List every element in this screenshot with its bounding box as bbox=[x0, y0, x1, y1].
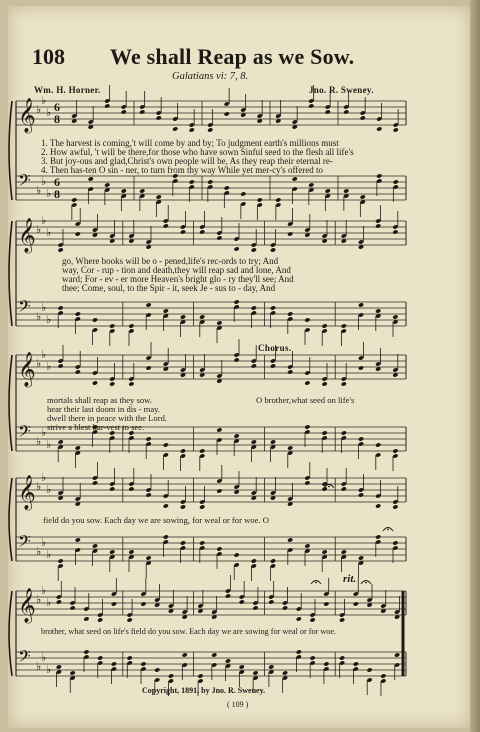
flat-icon: ♭ bbox=[46, 187, 52, 200]
treble-clef-icon: 𝄞 bbox=[18, 98, 36, 133]
note-head bbox=[58, 363, 64, 368]
fermata-dot bbox=[387, 529, 389, 531]
composer-credit: Jno. R. Sweney. bbox=[309, 85, 374, 95]
note-head bbox=[121, 188, 127, 193]
ritardando-mark: rit. bbox=[343, 573, 357, 585]
note-head bbox=[168, 673, 174, 678]
note-head bbox=[257, 197, 263, 202]
note-head bbox=[180, 448, 186, 453]
note-head bbox=[239, 664, 245, 669]
note-head bbox=[104, 182, 110, 187]
note-head bbox=[75, 311, 81, 316]
note-head bbox=[270, 305, 276, 310]
bass-clef-icon: 𝄢 bbox=[18, 531, 31, 555]
flat-icon: ♭ bbox=[46, 596, 52, 609]
note-head bbox=[163, 223, 169, 228]
time-signature: 8 bbox=[54, 187, 60, 201]
page-number: ( 109 ) bbox=[227, 700, 249, 709]
note-head bbox=[172, 126, 178, 131]
note-head bbox=[375, 534, 381, 539]
verse-3-line-3: dwell there in peace with the Lord. bbox=[47, 413, 168, 423]
hymn-number: 108 bbox=[32, 44, 65, 69]
note-head bbox=[322, 430, 328, 435]
note-head bbox=[375, 308, 381, 313]
note-head bbox=[139, 188, 145, 193]
note-head bbox=[252, 605, 258, 610]
note-head bbox=[180, 314, 186, 319]
system-brace bbox=[9, 591, 12, 676]
hymn-title: We shall Reap as we Sow. bbox=[110, 44, 355, 69]
note-head bbox=[304, 380, 310, 385]
note-head bbox=[287, 445, 293, 450]
note-head bbox=[353, 601, 359, 606]
flat-icon: ♭ bbox=[46, 313, 52, 326]
note-head bbox=[251, 363, 257, 368]
note-head bbox=[287, 311, 293, 316]
note-head bbox=[392, 314, 398, 319]
chorus-line-2: field do you sow. Each day we are sowing, for weal or for woe. O bbox=[43, 515, 269, 525]
flat-icon: ♭ bbox=[41, 348, 47, 361]
note-head bbox=[156, 194, 162, 199]
note-head bbox=[140, 601, 146, 606]
note-head bbox=[146, 555, 152, 560]
note-head bbox=[308, 103, 314, 108]
note-head bbox=[393, 179, 399, 184]
note-head bbox=[380, 673, 386, 678]
note-head bbox=[270, 439, 276, 444]
note-head bbox=[121, 109, 127, 114]
note-head bbox=[251, 247, 257, 252]
flat-icon: ♭ bbox=[41, 94, 47, 107]
note-head bbox=[287, 537, 293, 542]
note-head bbox=[323, 661, 329, 666]
note-head bbox=[56, 599, 62, 604]
note-head bbox=[270, 363, 276, 368]
note-head bbox=[304, 317, 310, 322]
note-head bbox=[163, 503, 169, 508]
flat-icon: ♭ bbox=[46, 360, 52, 373]
note-head bbox=[109, 381, 115, 386]
note-head bbox=[104, 103, 110, 108]
note-head bbox=[199, 448, 205, 453]
note-head bbox=[251, 558, 257, 563]
note-head bbox=[325, 109, 331, 114]
flat-icon: ♭ bbox=[41, 301, 47, 314]
note-head bbox=[322, 381, 328, 386]
note-head bbox=[234, 357, 240, 362]
verse-2-line-1: 2. How awful, 't will be there,for those who have sown Sinful seed to the flesh all life's bbox=[41, 148, 354, 157]
flat-icon: ♭ bbox=[36, 223, 42, 236]
note-head bbox=[323, 601, 329, 606]
note-head bbox=[251, 305, 257, 310]
note-head bbox=[127, 655, 133, 660]
note-head bbox=[325, 188, 331, 193]
note-head bbox=[224, 111, 230, 116]
note-head bbox=[392, 540, 398, 545]
time-signature: 8 bbox=[54, 112, 60, 126]
note-head bbox=[270, 247, 276, 252]
note-head bbox=[341, 549, 347, 554]
note-head bbox=[275, 197, 281, 202]
note-head bbox=[339, 655, 345, 660]
note-head bbox=[216, 320, 222, 325]
note-head bbox=[58, 247, 64, 252]
fermata-dot bbox=[315, 582, 317, 584]
note-head bbox=[234, 433, 240, 438]
note-head bbox=[58, 305, 64, 310]
note-head bbox=[109, 323, 115, 328]
note-head bbox=[341, 381, 347, 386]
note-head bbox=[197, 673, 203, 678]
copyright-notice: Copyright, 1891, by Jno. R. Sweney. bbox=[142, 686, 266, 695]
note-head bbox=[322, 323, 328, 328]
note-head bbox=[163, 308, 169, 313]
system-brace bbox=[9, 478, 12, 561]
fermata-dot bbox=[365, 582, 367, 584]
note-head bbox=[88, 176, 94, 181]
flat-icon: ♭ bbox=[36, 660, 42, 673]
note-head bbox=[128, 381, 134, 386]
note-head bbox=[375, 503, 381, 508]
note-head bbox=[216, 546, 222, 551]
note-head bbox=[156, 115, 162, 120]
note-head bbox=[75, 445, 81, 450]
note-head bbox=[392, 504, 398, 509]
note-head bbox=[92, 480, 98, 485]
flat-icon: ♭ bbox=[41, 651, 47, 664]
note-head bbox=[394, 652, 400, 657]
verse-4-line-3: strive a blest har-vest to see. bbox=[47, 422, 145, 432]
scripture-reference: Galatians vi: 7, 8. bbox=[172, 71, 249, 82]
note-head bbox=[92, 380, 98, 385]
system-brace bbox=[9, 221, 12, 326]
note-head bbox=[292, 176, 298, 181]
note-head bbox=[341, 430, 347, 435]
verse-4-line-1: 4. Then has-ten O sin - ner, to turn from thy way While yet mer-cy's offered to bbox=[41, 166, 324, 175]
note-head bbox=[360, 194, 366, 199]
flat-icon: ♭ bbox=[41, 175, 47, 188]
note-head bbox=[282, 670, 288, 675]
note-head bbox=[358, 365, 364, 370]
verse-4-line-2: thee; Come, soul, to the Spir - it, seek Je - sus to - day, And bbox=[62, 284, 276, 293]
note-head bbox=[154, 667, 160, 672]
treble-clef-icon: 𝄞 bbox=[18, 218, 36, 253]
note-head bbox=[270, 558, 276, 563]
note-head bbox=[234, 552, 240, 557]
chorus-line-1: O brother,what seed on life's bbox=[256, 395, 355, 405]
note-head bbox=[180, 540, 186, 545]
system-brace bbox=[9, 355, 12, 451]
treble-staff bbox=[16, 355, 406, 379]
note-head bbox=[234, 246, 240, 251]
flat-icon: ♭ bbox=[36, 435, 42, 448]
verse-1-line-1: 1. The harvest is coming,'t will come by and by; To judgment earth's millions must bbox=[41, 139, 339, 148]
note-head bbox=[343, 109, 349, 114]
flat-icon: ♭ bbox=[46, 483, 52, 496]
flat-icon: ♭ bbox=[36, 593, 42, 606]
note-head bbox=[58, 558, 64, 563]
time-signature: 6 bbox=[54, 100, 60, 114]
flat-icon: ♭ bbox=[36, 310, 42, 323]
note-head bbox=[296, 649, 302, 654]
flat-icon: ♭ bbox=[46, 548, 52, 561]
note-head bbox=[296, 616, 302, 621]
note-head bbox=[163, 442, 169, 447]
flat-icon: ♭ bbox=[36, 357, 42, 370]
note-head bbox=[146, 492, 152, 497]
flat-icon: ♭ bbox=[36, 184, 42, 197]
note-head bbox=[240, 191, 246, 196]
note-head bbox=[309, 617, 315, 622]
note-head bbox=[92, 543, 98, 548]
note-head bbox=[239, 599, 245, 604]
treble-clef-icon: 𝄞 bbox=[18, 475, 36, 510]
note-head bbox=[353, 661, 359, 666]
bass-staff bbox=[16, 537, 406, 561]
note-head bbox=[111, 661, 117, 666]
note-head bbox=[367, 667, 373, 672]
note-head bbox=[180, 229, 186, 234]
note-head bbox=[393, 127, 399, 132]
note-head bbox=[341, 323, 347, 328]
note-head bbox=[375, 223, 381, 228]
verse-2-line-2: way, Cor - rup - tion and death,they will reap sad and lone, And bbox=[62, 266, 291, 275]
note-head bbox=[251, 439, 257, 444]
note-head bbox=[146, 302, 152, 307]
note-head bbox=[234, 299, 240, 304]
note-head bbox=[322, 549, 328, 554]
note-head bbox=[127, 617, 133, 622]
bass-clef-icon: 𝄢 bbox=[18, 296, 31, 320]
treble-clef-icon: 𝄞 bbox=[18, 352, 36, 387]
note-head bbox=[199, 504, 205, 509]
note-head bbox=[109, 549, 115, 554]
flat-icon: ♭ bbox=[36, 480, 42, 493]
note-head bbox=[83, 616, 89, 621]
note-head bbox=[128, 323, 134, 328]
note-head bbox=[139, 109, 145, 114]
flat-icon: ♭ bbox=[41, 471, 47, 484]
verse-3-line-2: ward; For - ev - er more Heaven's bright glo - ry they'll see; And bbox=[62, 275, 294, 284]
note-head bbox=[339, 617, 345, 622]
treble-staff bbox=[16, 221, 406, 245]
note-head bbox=[128, 549, 134, 554]
note-head bbox=[211, 652, 217, 657]
note-head bbox=[70, 670, 76, 675]
note-head bbox=[180, 504, 186, 509]
note-head bbox=[358, 492, 364, 497]
note-head bbox=[71, 197, 77, 202]
note-head bbox=[146, 365, 152, 370]
note-head bbox=[97, 655, 103, 660]
note-head bbox=[309, 655, 315, 660]
note-head bbox=[75, 537, 81, 542]
note-head bbox=[140, 661, 146, 666]
note-head bbox=[224, 185, 230, 190]
note-head bbox=[375, 442, 381, 447]
flat-icon: ♭ bbox=[46, 438, 52, 451]
note-head bbox=[189, 179, 195, 184]
note-head bbox=[199, 229, 205, 234]
note-head bbox=[268, 664, 274, 669]
flat-icon: ♭ bbox=[46, 106, 52, 119]
note-head bbox=[343, 188, 349, 193]
note-head bbox=[358, 436, 364, 441]
note-head bbox=[216, 235, 222, 240]
note-head bbox=[225, 593, 231, 598]
note-head bbox=[358, 555, 364, 560]
system-brace bbox=[9, 101, 12, 200]
note-head bbox=[199, 540, 205, 545]
bass-clef-icon: 𝄢 bbox=[18, 170, 31, 194]
note-head bbox=[97, 617, 103, 622]
note-head bbox=[92, 317, 98, 322]
note-head bbox=[216, 488, 222, 493]
note-head bbox=[287, 231, 293, 236]
note-head bbox=[70, 605, 76, 610]
chorus-label: Chorus. bbox=[258, 343, 292, 353]
note-head bbox=[75, 369, 81, 374]
bass-staff bbox=[16, 302, 406, 326]
note-head bbox=[392, 448, 398, 453]
note-head bbox=[225, 658, 231, 663]
bass-clef-icon: 𝄢 bbox=[18, 646, 31, 670]
note-head bbox=[207, 179, 213, 184]
note-head bbox=[216, 427, 222, 432]
verse-3-line-1: 3. But joy-ous and glad,Christ's own people will be, As they reap their eternal re- bbox=[41, 157, 333, 166]
note-head bbox=[392, 229, 398, 234]
flat-icon: ♭ bbox=[36, 103, 42, 116]
note-head bbox=[146, 436, 152, 441]
note-head bbox=[268, 599, 274, 604]
treble-clef-icon: 𝄞 bbox=[18, 588, 36, 623]
chorus-line-3: brother, what seed on life's field do you sow. Each day we are sowing for weal or for woe. bbox=[41, 627, 337, 636]
note-head bbox=[304, 543, 310, 548]
flat-icon: ♭ bbox=[41, 426, 47, 439]
note-head bbox=[287, 369, 293, 374]
flat-icon: ♭ bbox=[41, 214, 47, 227]
note-head bbox=[376, 126, 382, 131]
note-head bbox=[282, 605, 288, 610]
note-head bbox=[58, 439, 64, 444]
note-head bbox=[252, 670, 258, 675]
flat-icon: ♭ bbox=[46, 663, 52, 676]
flat-icon: ♭ bbox=[41, 584, 47, 597]
note-head bbox=[199, 314, 205, 319]
fermata-dot bbox=[328, 486, 330, 488]
flat-icon: ♭ bbox=[46, 226, 52, 239]
note-head bbox=[341, 486, 347, 491]
note-head bbox=[111, 601, 117, 606]
author-credit: Wm. H. Horner. bbox=[34, 85, 101, 95]
note-head bbox=[304, 424, 310, 429]
note-head bbox=[75, 231, 81, 236]
treble-staff bbox=[16, 478, 406, 502]
note-head bbox=[358, 302, 364, 307]
verse-1-line-3: mortals shall reap as they sow. bbox=[47, 395, 152, 405]
note-head bbox=[56, 664, 62, 669]
note-head bbox=[189, 127, 195, 132]
verse-2-line-3: hear their last doom in dis - may. bbox=[47, 404, 161, 414]
note-head bbox=[207, 127, 213, 132]
note-head bbox=[182, 652, 188, 657]
time-signature: 6 bbox=[54, 175, 60, 189]
note-head bbox=[83, 649, 89, 654]
note-head bbox=[360, 115, 366, 120]
verse-1-line-2: go, Where books will be o - pened,life's rec-ords to try; And bbox=[62, 257, 279, 266]
flat-icon: ♭ bbox=[41, 536, 47, 549]
note-head bbox=[304, 480, 310, 485]
flat-icon: ♭ bbox=[36, 545, 42, 558]
bass-clef-icon: 𝄢 bbox=[18, 421, 31, 445]
note-head bbox=[109, 486, 115, 491]
note-head bbox=[163, 534, 169, 539]
note-head bbox=[308, 182, 314, 187]
note-head bbox=[128, 486, 134, 491]
